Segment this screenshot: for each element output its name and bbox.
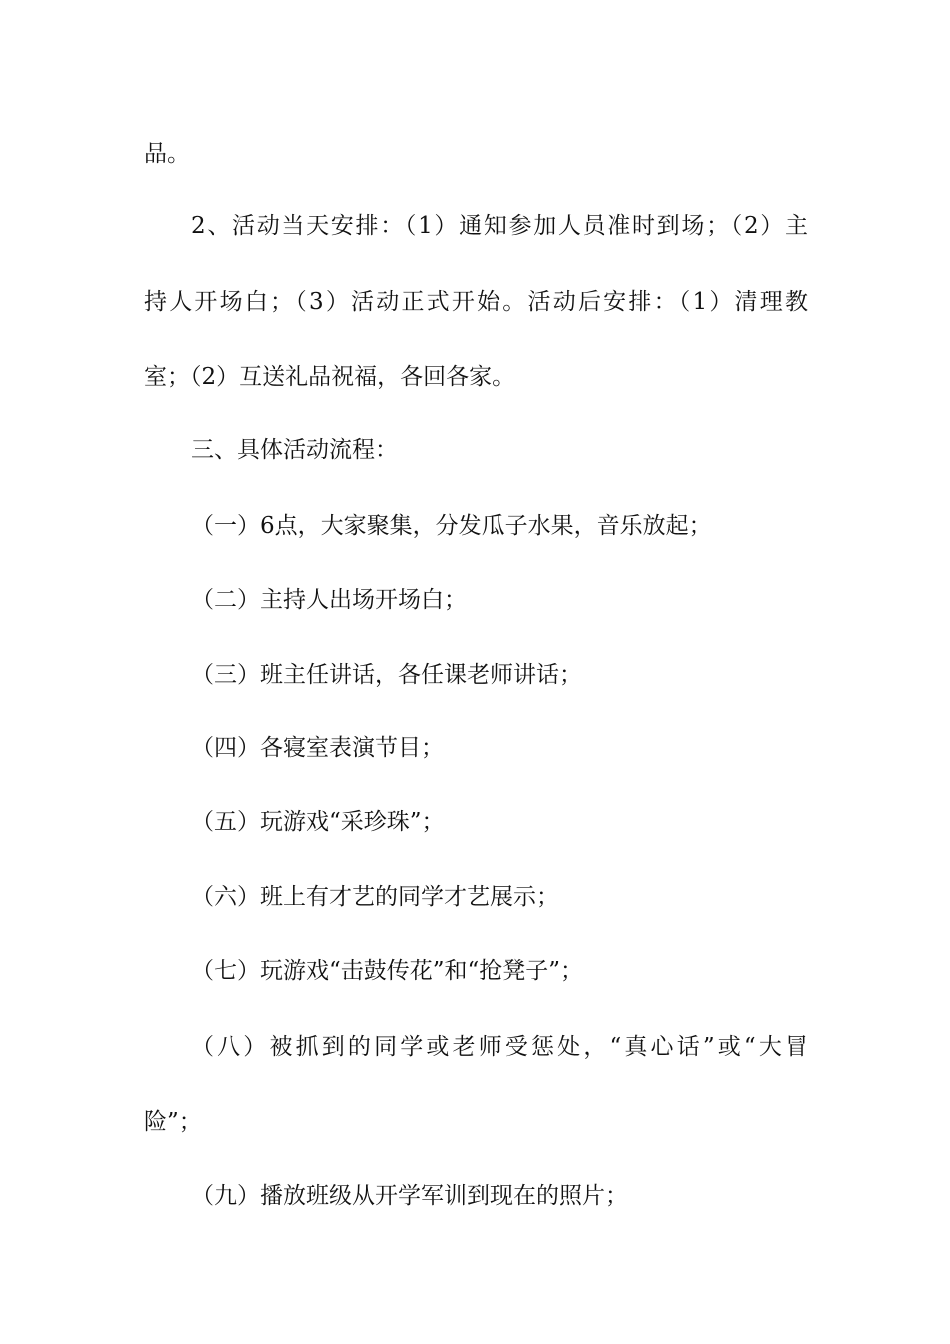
paragraph-line-1: 品。 bbox=[144, 141, 190, 167]
list-item-8: （八）被抓到的同学或老师受惩处，“真心话”或“大冒 bbox=[191, 1034, 808, 1060]
paragraph-line-2: 2、活动当天安排：（1）通知参加人员准时到场；（2）主 bbox=[191, 213, 808, 239]
list-item-3: （三）班主任讲话，各任课老师讲话； bbox=[191, 662, 582, 688]
list-item-1: （一）6点，大家聚集，分发瓜子水果，音乐放起； bbox=[191, 513, 712, 539]
list-item-9: （九）播放班级从开学军训到现在的照片； bbox=[191, 1183, 628, 1209]
paragraph-line-3: 持人开场白；（3）活动正式开始。活动后安排：（1）清理教 bbox=[144, 289, 808, 315]
list-item-6: （六）班上有才艺的同学才艺展示； bbox=[191, 884, 559, 910]
list-item-4: （四）各寝室表演节目； bbox=[191, 735, 444, 761]
list-item-7: （七）玩游戏“击鼓传花”和“抢凳子”； bbox=[191, 958, 584, 984]
list-item-8-continued: 险”； bbox=[144, 1109, 202, 1135]
section-heading: 三、具体活动流程： bbox=[191, 437, 398, 463]
list-item-2: （二）主持人出场开场白； bbox=[191, 587, 467, 613]
paragraph-line-4: 室；（2）互送礼品祝福，各回各家。 bbox=[144, 364, 516, 390]
list-item-5: （五）玩游戏“采珍珠”； bbox=[191, 809, 445, 835]
